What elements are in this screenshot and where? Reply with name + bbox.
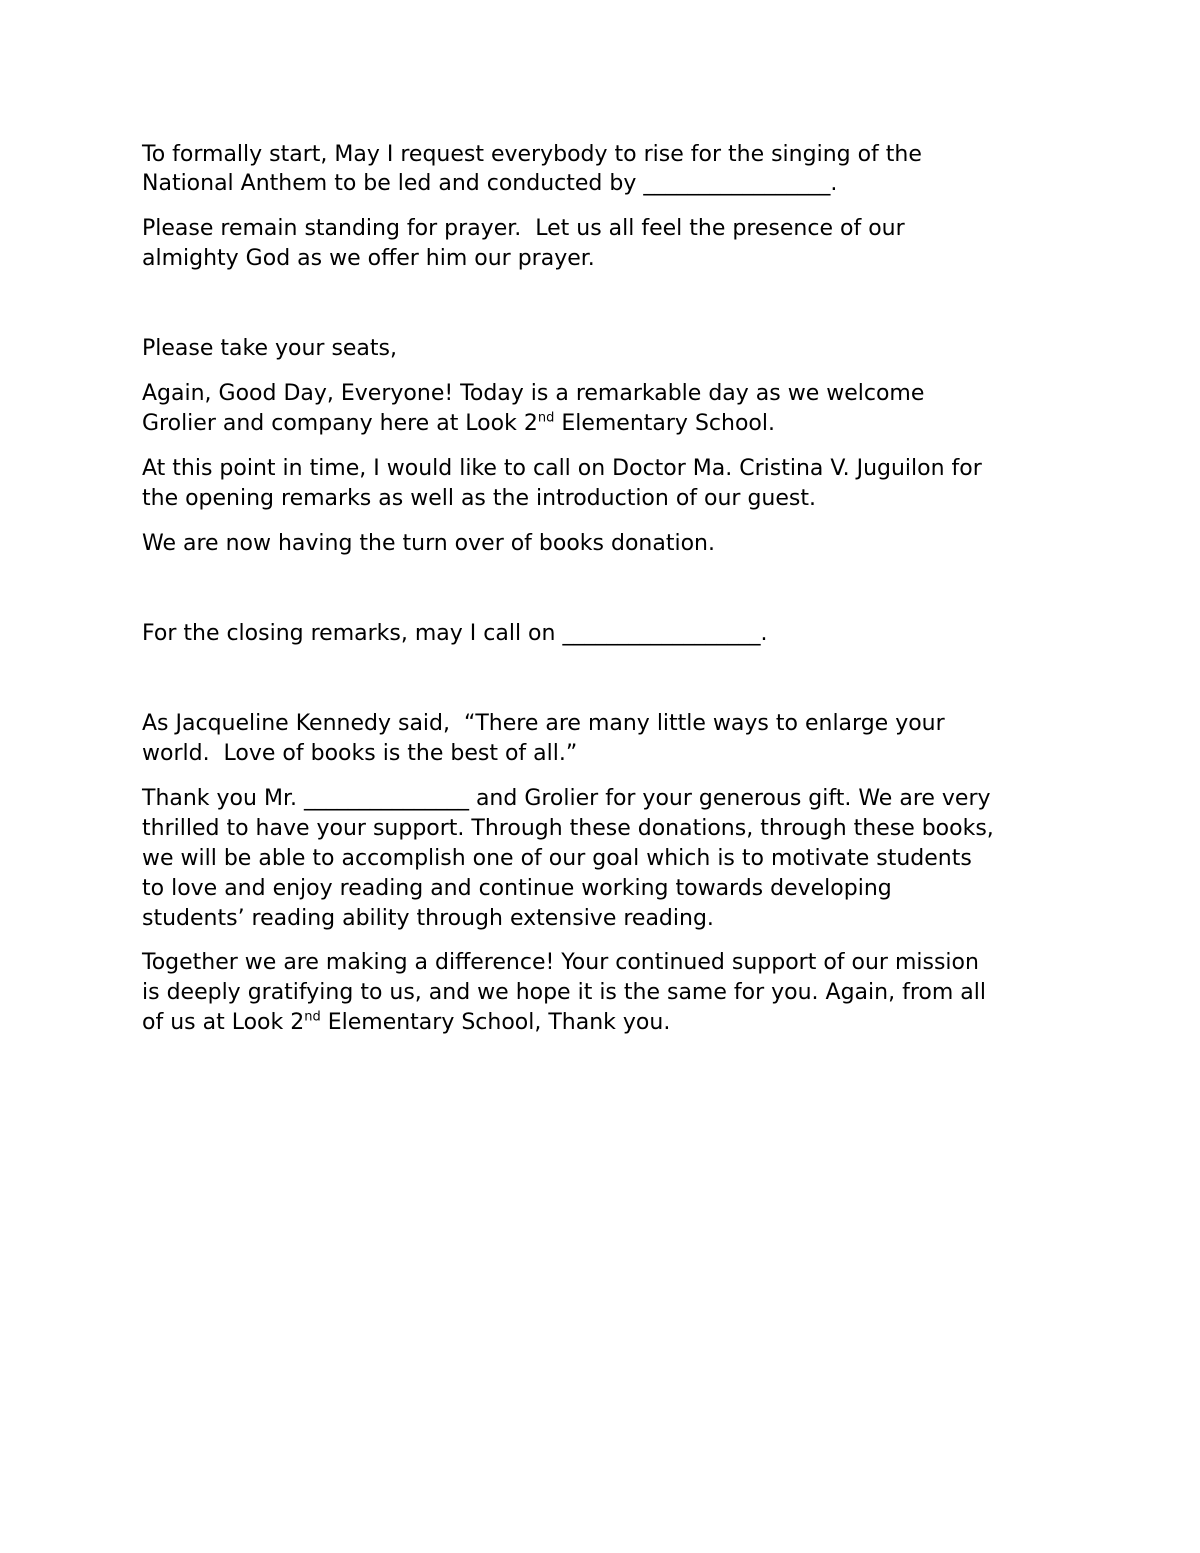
- welcome-line-2: [142, 409, 775, 439]
- thanks-line-4: to love and enjoy reading and continue working towards developing: [142, 876, 892, 901]
- anthem-line-2: National Anthem to be led and conducted by _________________.: [142, 171, 838, 196]
- closing-line-2: is deeply gratifying to us, and we hope it is the same for you. Again, from all: [142, 980, 986, 1005]
- quote-line-1: As Jacqueline Kennedy said, “There are many little ways to enlarge your: [142, 711, 945, 736]
- ordinal-suffix: nd: [304, 1009, 321, 1025]
- thanks-line-2: thrilled to have your support. Through these donations, through these books,: [142, 816, 994, 841]
- opening-remarks-line-2: the opening remarks as well as the introduction of our guest.: [142, 486, 816, 511]
- thanks-line-3: we will be able to accomplish one of our goal which is to motivate students: [142, 846, 972, 871]
- quote-line-2: world. Love of books is the best of all.”: [142, 741, 578, 766]
- thanks-line-5: students’ reading ability through extensive reading.: [142, 906, 714, 931]
- ordinal-suffix: nd: [537, 410, 555, 426]
- closing-line-3-start: of us at Look 2: [142, 1010, 305, 1035]
- turnover-line: We are now having the turn over of books donation.: [142, 531, 715, 556]
- welcome-line-1: Again, Good Day, Everyone! Today is a remarkable day as we welcome: [142, 381, 925, 406]
- prayer-line-1: Please remain standing for prayer. Let us all feel the presence of our: [142, 216, 905, 241]
- opening-remarks-line-1: At this point in time, I would like to call on Doctor Ma. Cristina V. Juguilon for: [142, 456, 982, 481]
- welcome-line-2-end: Elementary School.: [554, 411, 775, 436]
- seats-line: Please take your seats,: [142, 336, 397, 361]
- welcome-line-2-start: Grolier and company here at Look 2: [142, 411, 538, 436]
- thanks-line-1: Thank you Mr. _______________ and Grolier for your generous gift. We are very: [142, 786, 991, 811]
- closing-remarks-line: For the closing remarks, may I call on __________________.: [142, 621, 768, 646]
- closing-line-3: [142, 1008, 670, 1038]
- closing-line-1: Together we are making a difference! Your continued support of our mission: [142, 950, 979, 975]
- closing-line-3-end: Elementary School, Thank you.: [320, 1010, 671, 1035]
- anthem-line-1: To formally start, May I request everybody to rise for the singing of the: [142, 142, 922, 167]
- prayer-line-2: almighty God as we offer him our prayer.: [142, 246, 595, 271]
